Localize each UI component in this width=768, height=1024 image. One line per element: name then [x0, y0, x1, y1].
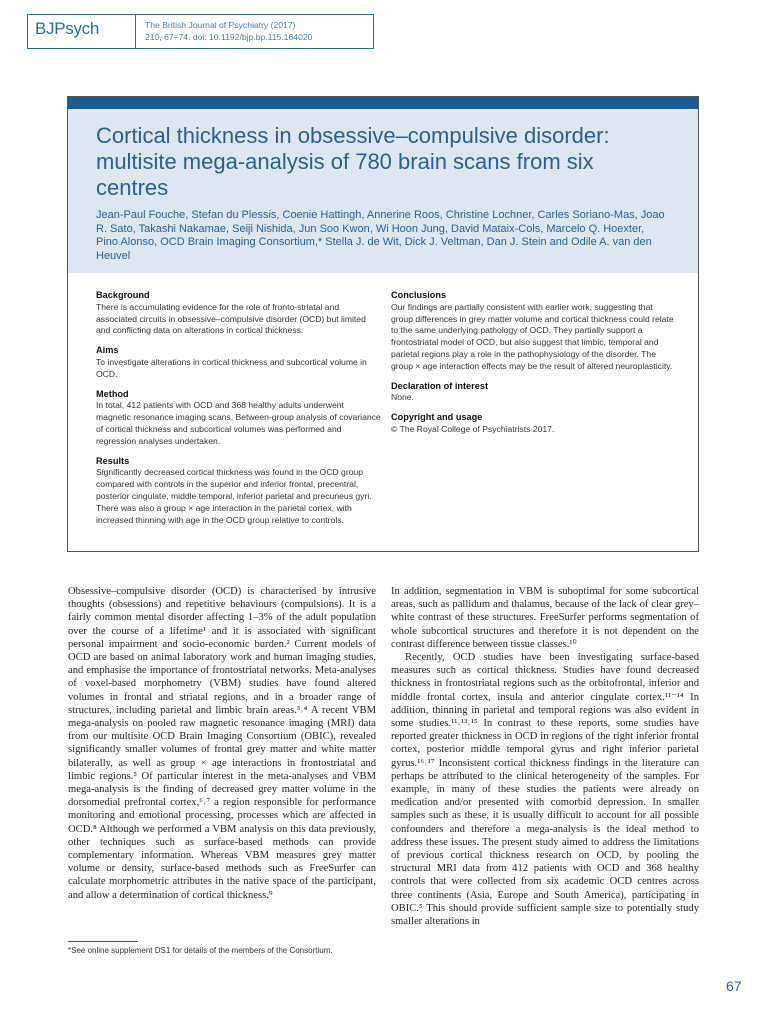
journal-doi[interactable]: 210, 67–74. doi: 10.1192/bjp.bp.115.164020 — [145, 32, 313, 42]
page-number: 67 — [726, 978, 742, 994]
aims-text: To investigate alterations in cortical thickness and subcortical volume in OCD. — [96, 356, 367, 379]
background-text: There is accumulating evidence for the role of fronto-striatal and associated circuits in obsessive–compulsive disorder (OCD) but limited and conflicting data on alterations in cortical thickness. — [96, 301, 366, 336]
body-left-column — [68, 585, 376, 902]
aims-heading: Aims — [96, 345, 119, 356]
conclusions-heading: Conclusions — [391, 290, 447, 300]
journal-name: The British Journal of Psychiatry (2017) — [145, 20, 296, 30]
journal-citation — [145, 19, 312, 43]
author-list: Jean-Paul Fouche, Stefan du Plessis, Coenie Hattingh, Annerine Roos, Christine Lochner, Carles Soriano-Mas, Joao R. Sato, Takashi Nakamae, Seiji Nishida, Jun Soo Kwon, Wi Hoon Jung, David Mataix-Cols, Marcelo Q. Hoexter, Pino Alonso, OCD Brain Imaging Consortium,* Stella J. de Wit, Dick J. Veltman, Dan J. Stein and Odile A. van den Heuvel — [96, 209, 665, 262]
abstract-left-column — [96, 290, 381, 526]
body-right-column — [391, 585, 699, 928]
header-divider — [135, 15, 136, 48]
method-text: In total, 412 patients with OCD and 368 healthy adults underwent magnetic resonance imaging scans. Between-group analysis of covariance of cortical thickness and subcortical volumes was performed and regression analyses undertaken. — [96, 400, 381, 446]
body-paragraph: Obsessive–compulsive disorder (OCD) is characterised by intrusive thoughts (obsessions) and repetitive behaviours (compulsions). It is a fairly common mental disorder affecting 1–3% of the adult population over the course of a lifetime¹ and it is associated with significant personal impairment and socio-economic burden.² Current models of OCD are based on animal laboratory work and human imaging studies, and emphasise the importance of frontostriatal networks. Meta-analyses of voxel-based morphometry (VBM) studies have found altered volumes in frontal and striatal regions, and in a broader range of structures, including parietal and limbic brain areas.³˒⁴ A recent VBM mega-analysis on pooled raw magnetic resonance imaging (MRI) data from our multisite OCD Brain Imaging Consortium (OBIC), revealed significantly smaller volumes of frontal grey matter and white matter bilaterally, as well as group × age interactions in frontostriatal and limbic regions.⁵ Of particular interest in the meta-analyses and VBM mega-analysis is the finding of decreased grey matter volume in the dorsomedial prefrontal cortex,⁶˒⁷ a region responsible for performance monitoring and emotional processing, processes which are affected in OCD.⁸ Although we performed a VBM analysis on this data previously, other techniques such as surface-based methods can provide complementary information. Whereas VBM measures grey matter volume or density, surface-based methods such as FreeSurfer can calculate morphometric attributes in the native space of the participant, and allow a determination of cortical thickness.⁹ — [68, 586, 376, 901]
body-paragraph: Recently, OCD studies have been investigating surface-based measures such as cortical thickness. Studies have found decreased thickness in frontostriatal regions such as the orbitofrontal, inferior and middle frontal cortex, insula and anterior cingulate cortex.¹¹⁻¹⁴ In addition, thinning in parietal and temporal regions was also evident in some studies.¹¹˒¹³˒¹⁵ In contrast to these reports, some studies have reported greater thickness in OCD in regions of the right inferior frontal cortex, posterior middle temporal gyrus and right inferior parietal gyrus.¹⁶˒¹⁷ Inconsistent cortical thickness findings in the literature can perhaps be attributed to the clinical heterogeneity of the samples. For example, in many of these studies the patients were already on medication and/or presented with comorbid depression. In smaller samples such as these, it is usually difficult to account for all possible confounders and therefore a mega-analysis is the ideal method to address these issues. The present study aimed to address the limitations of previous cortical thickness research on OCD, by pooling the structural MRI data from 412 patients with OCD and 368 healthy controls that were collected from six academic OCD centres across three continents (Asia, Europe and South America), participating in OBIC.⁵ This should provide sufficient sample size to potentially study smaller alterations in — [391, 652, 699, 928]
results-text: Significantly decreased cortical thickness was found in the OCD group compared with controls in the superior and inferior frontal, precentral, posterior cingulate, middle temporal, inferior parietal and precuneus gyri. There was also a group × age interaction in the parietal cortex, with increased thinning with age in the OCD group relative to controls. — [96, 467, 372, 525]
results-heading: Results — [96, 455, 130, 466]
declaration-heading: Declaration of interest — [391, 380, 489, 391]
article-title: Cortical thickness in obsessive–compulsive disorder: multisite mega-analysis of 780 brain scans from six centres — [96, 123, 610, 200]
abstract-box — [67, 96, 699, 552]
footnote: *See online supplement DS1 for details of the members of the Consortium. — [68, 946, 333, 955]
method-heading: Method — [96, 388, 129, 399]
footnote-rule — [68, 941, 138, 942]
abstract-right-column — [391, 290, 676, 436]
journal-logo: BJPsych — [35, 19, 100, 38]
copyright-heading: Copyright and usage — [391, 412, 483, 423]
copyright-text: © The Royal College of Psychiatrists 2017. — [391, 423, 555, 434]
background-heading: Background — [96, 290, 150, 300]
body-paragraph: In addition, segmentation in VBM is suboptimal for some subcortical areas, such as pallidum and thalamus, because of the lack of clear grey–white contrast of these structures. FreeSurfer performs segmentation of whole subcortical structures and therefore it is not dependent on the contrast difference between tissue classes.¹⁰ — [391, 586, 699, 650]
conclusions-text: Our findings are partially consistent with earlier work, suggesting that group differences in grey matter volume and cortical thickness could relate to the same underlying pathology of OCD. They partially support a frontostriatal model of OCD, but also suggest that limbic, temporal and parietal regions play a role in the pathophysiology of the disorder. The group × age interaction effects may be the result of altered neuroplasticity. — [391, 301, 674, 371]
declaration-text: None. — [391, 392, 414, 403]
journal-header — [27, 14, 374, 49]
title-band — [68, 97, 698, 273]
